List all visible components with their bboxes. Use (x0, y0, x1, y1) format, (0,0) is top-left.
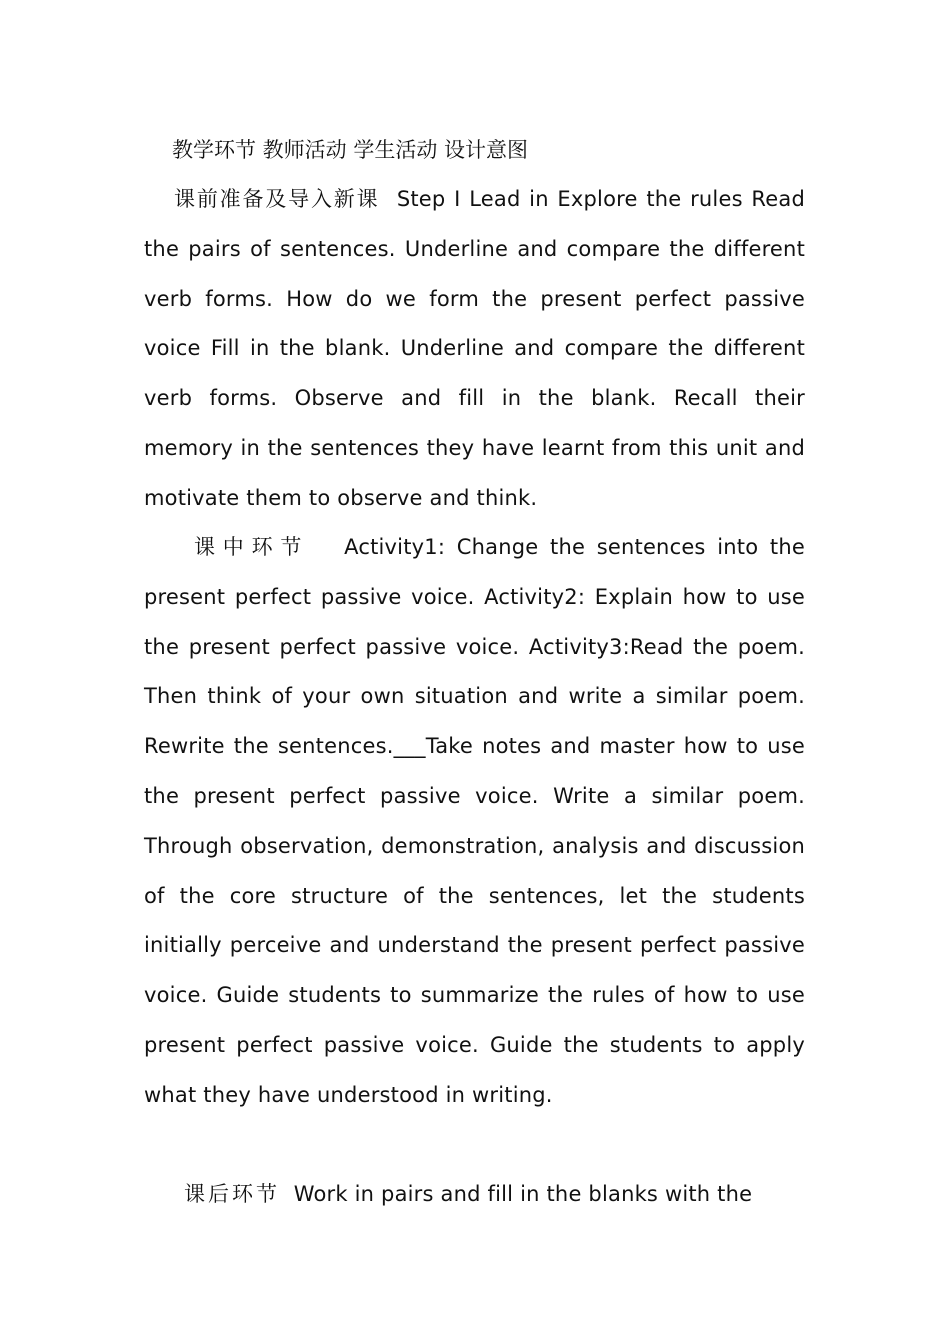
section-content: Work in pairs and fill in the blanks with the (293, 1182, 753, 1206)
section-content: Step I Lead in Explore the rules Read the pairs of sentences. Underline and compare the different verb forms. How do we form the present perfect passive voice Fill in the blank. Underline and compare the different verb forms. Observe and fill in the blank. Recall their memory in the sentences they have learnt from this unit and motivate them to observe and think. (144, 187, 805, 510)
section-content: Activity1: Change the sentences into the present perfect passive voice. Activity2: Explain how to use the present perfect passive voice. Activity3:Read the poem. Then think of your own situation and write a similar poem. Rewrite the sentences.___Take notes and master how to use the present perfect passive voice. Write a similar poem. Through observation, demonstration, analysis and discussion of the core structure of the sentences, let the students initially perceive and understand the present perfect passive voice. Guide students to summarize the rules of how to use present perfect passive voice. Guide the students to apply what they have understood in writing. (144, 535, 805, 1107)
section-stage-label: 课后环节 (184, 1182, 280, 1206)
section-stage-label: 课前准备及导入新课 (174, 187, 380, 211)
section-in-class (144, 523, 805, 1121)
section-stage-label: 课中环节 (194, 535, 310, 559)
section-after-class (144, 1170, 805, 1220)
section-pre-class (144, 175, 805, 524)
table-header-row (144, 133, 805, 167)
table-header-text: 教学环节 教师活动 学生活动 设计意图 (172, 138, 529, 162)
